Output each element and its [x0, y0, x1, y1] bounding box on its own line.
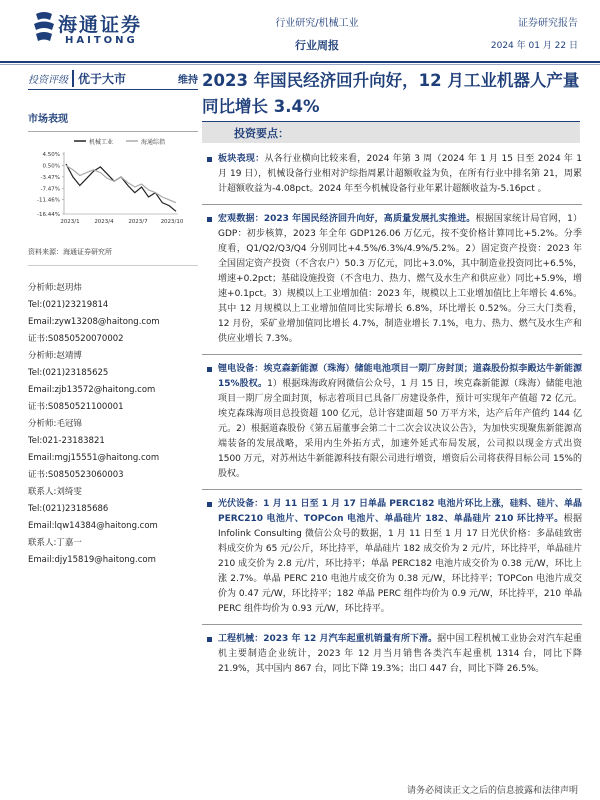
contact-line: 分析师:赵玥炜 — [28, 283, 82, 293]
doc-type: 证券研究报告 — [518, 18, 578, 29]
contact-line[interactable]: Email:lqw14384@haitong.com — [28, 521, 158, 531]
y-tick-label: -7.47% — [40, 186, 60, 193]
market-chart-svg — [28, 132, 198, 236]
key-point-item — [202, 632, 582, 677]
rating-trend: 维持 — [178, 75, 198, 86]
series-line — [66, 164, 176, 211]
series-line — [66, 166, 176, 203]
report-type: 行业周报 — [295, 39, 339, 52]
x-tick-label: 2023/10 — [160, 219, 184, 225]
key-point-separator: 。 — [257, 379, 268, 389]
key-point-item — [202, 152, 582, 197]
contact-line: 联系人:丁嘉一 — [28, 538, 82, 548]
rating-value: 优于大市 — [72, 70, 126, 87]
y-tick-label: 4.50% — [42, 152, 60, 158]
investment-rating — [28, 68, 198, 90]
header-divider — [0, 61, 600, 63]
logo-english-name: HAITONG — [65, 35, 138, 46]
y-tick-label: -3.47% — [40, 174, 60, 181]
contact-line: 证书:S0850523060003 — [28, 470, 124, 480]
report-category-block — [262, 14, 372, 53]
key-point-heading: 工程机械：2023 年 12 月汽车起重机销量有所下滑 — [218, 634, 429, 644]
contact-line: 证书:S0850520070002 — [28, 334, 124, 344]
key-point-heading: 宏观数据：2023 年国民经济回升向好，高质量发展扎实推进 — [218, 214, 467, 224]
analyst-contacts — [28, 280, 198, 569]
key-point-body: 据中国工程机械工业协会对汽车起重机主要制造企业统计，2023 年 12 月当月销售各类汽车起重机 1314 台，同比下降 21.9%，其中国内 867 台，同比下降 19.3%；出口 447 台，同比下降 26.5%。 — [218, 634, 582, 674]
bullet-divider — [202, 204, 582, 205]
bullet-divider — [202, 354, 582, 355]
logo-chinese-name: 海通证券 — [58, 14, 143, 36]
legend-label: 机械工业 — [89, 139, 114, 146]
x-tick-label: 2023/1 — [60, 219, 80, 225]
key-point-body: 根据 Infolink Consulting 微信公众号的数据，1 月 11 日至 1 月 17 日光伏价格：多晶硅致密料成交价为 65 元/公斤，环比持平，单晶硅片 182 成交价为 2 元/片，环比持平，单晶硅片 210 成交价为 2.8 元/片，环比持平；单晶 PERC182 电池片成交价为 0.38 元/W，环比上涨 2.7%。单晶 PERC 210 电池片成交价为 0.38 元/W，环比持平；TOPCon 电池片成交价为 0.47 元/W，环比持平；182 单晶 PERC 组件均价为 0.9 元/W，环比持平，210 单晶 PERC 组件均价为 0.93 元/W，环比持平。 — [218, 514, 582, 614]
sidebar — [28, 68, 198, 569]
key-points-label: 投资要点： — [234, 127, 289, 140]
key-point-heading: 光伏设备：1 月 11 日至 1 月 17 日单晶 PERC182 电池片环比上涨，硅料、硅片、单晶 PERC210 电池片、TOPCon 电池片、单晶硅片 182、单晶硅片 210 环比持平 — [218, 499, 582, 524]
key-point-heading: 锂电设备：埃克森新能源（珠海）储能电池项目一期厂房封顶；道森股份拟李殿达牛新能源 15%股权 — [218, 364, 582, 389]
key-point-item — [202, 497, 582, 617]
page-header — [0, 0, 600, 60]
contact-line: Tel:(021)23185686 — [28, 504, 109, 514]
bullet-divider — [202, 624, 582, 625]
legend-label: 海通综指 — [141, 139, 166, 146]
market-performance-label: 市场表现 — [28, 114, 68, 125]
y-tick-label: -11.46% — [37, 197, 60, 204]
contact-line: 分析师:毛冠锦 — [28, 419, 82, 429]
contact-line[interactable]: Email:zyw13208@haitong.com — [28, 317, 160, 327]
contact-line[interactable]: Email:zjb13572@haitong.com — [28, 385, 156, 395]
contact-line: Tel:021-23183821 — [28, 436, 105, 446]
x-tick-label: 2023/4 — [94, 219, 114, 225]
contact-line: 联系人:刘绮雯 — [28, 487, 82, 497]
chart-source: 资料来源：海通证券研究所 — [28, 247, 198, 266]
report-category: 行业研究/机械工业 — [275, 18, 359, 29]
x-tick-label: 2023/7 — [128, 219, 148, 225]
report-date: 2024 年 01 月 22 日 — [490, 41, 578, 51]
haitong-logo-mark-icon — [32, 10, 56, 46]
contact-line: 证书:S0850521100001 — [28, 402, 124, 412]
contact-line: 分析师:赵靖博 — [28, 351, 82, 361]
y-tick-label: 0.50% — [42, 163, 60, 170]
market-performance-chart — [28, 131, 198, 235]
key-point-item — [202, 362, 582, 482]
report-title: 2023 年国民经济回升向好，12 月工业机器人产量同比增长 3.4% — [202, 71, 580, 116]
bullet-divider — [202, 489, 582, 490]
report-meta-block — [491, 14, 578, 51]
contact-line: Tel:(021)23219814 — [28, 300, 109, 310]
key-point-body: 根据国家统计局官网，1）GDP：初步核算，2023 年全年 GDP126.06 万亿元，按不变价格计算同比+5.2%。分季度看，Q1/Q2/Q3/Q4 分别同比+4.5%/6.3%/4.9%/5.2%。2）固定资产投资：2023 年全国固定资产投资（不含农户）50.3 万亿元，同比+3.0%，其中制造业投资同比+6.5%，增速+0.2pct；基础设施投资（不含电力、热力、燃气及水生产和供应业）同比+5.9%，增速+0.1pct。3）规模以上工业增加值：2023 年，规模以上工业增加值比上年增长 4.6%。其中 12 月规模以上工业增加值同比实际增长 6.8%，环比增长 0.52%。分三大门类看，12 月份，采矿业增加值同比增长 4.7%，制造业增长 7.1%，电力、热力、燃气及水生产和供应业增长 7.3%。 — [218, 214, 582, 344]
header-divider-thin — [0, 64, 600, 65]
y-tick-label: -16.44% — [37, 212, 60, 218]
key-point-separator: 。 — [428, 634, 438, 644]
key-point-item — [202, 212, 582, 347]
contact-line[interactable]: Email:djy15819@haitong.com — [28, 555, 156, 565]
key-point-heading: 板块表现 — [218, 154, 256, 164]
haitong-logo[interactable] — [18, 10, 168, 50]
rating-label: 投资评级 — [28, 75, 68, 86]
disclaimer-footer: 请务必阅读正文之后的信息披露和法律声明 — [406, 786, 578, 796]
key-points-header — [202, 121, 580, 143]
key-point-separator: 。 — [466, 214, 476, 224]
contact-line: Tel:(021)23185625 — [28, 368, 109, 378]
key-point-separator: 。 — [554, 514, 564, 524]
contact-line[interactable]: Email:mgj15551@haitong.com — [28, 453, 160, 463]
key-point-body: 从各行业横向比较来看，2024 年第 3 周（2024 年 1 月 15 日至 2024 年 1 月 19 日），机械设备行业相对沪综指周累计超额收益为负，在所有行业中排名第 21，周累计超额收益为-4.08pct。2024 年至今机械设备行业年累计超额收益为-5.16pct 。 — [218, 154, 582, 194]
key-point-body: 1）根据珠海政府网微信公众号，1 月 15 日，埃克森新能源（珠海）储能电池项目一期厂房全面封顶，标志着项目已具备厂房建设条件，预计可实现年产值超 72 亿元。埃克森珠海项目总投资超 100 亿元，总计容建面超 50 万平方米，达产后年产值约 144 亿元。2）根据道森股份《第五届董事会第二十二次会议决议公告》，为加快实现聚焦新能源高端装备的发展战略，采用内生外拓方式，加速外延式布局发展，公司拟以现金方式出资 1500 万元，对苏州达牛新能源科技有限公司进行增资，增资后公司将获得目标公司 15%的股权。 — [218, 379, 582, 479]
key-point-separator: ： — [255, 154, 265, 164]
key-points-list — [202, 152, 582, 677]
